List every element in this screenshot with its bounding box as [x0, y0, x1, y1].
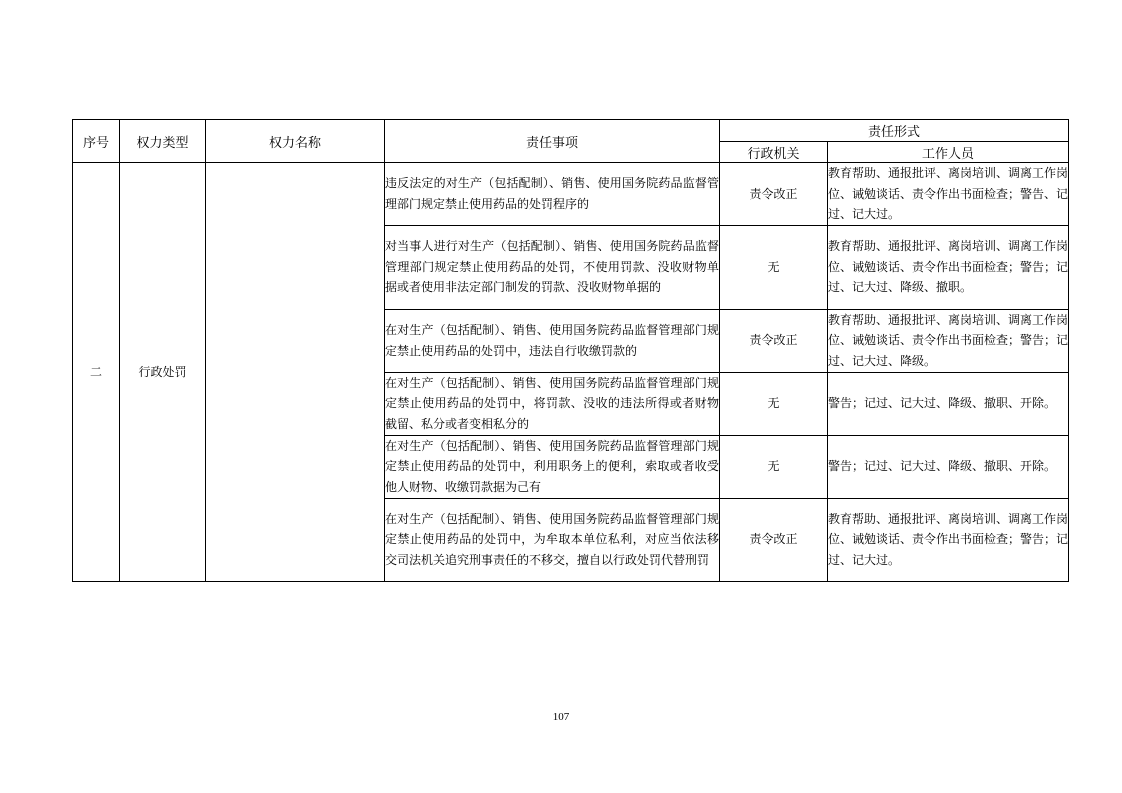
agency-measure: 责令改正 — [720, 498, 828, 581]
header-power-name: 权力名称 — [206, 120, 385, 163]
header-responsibility-items: 责任事项 — [385, 120, 720, 163]
page-number: 107 — [552, 711, 570, 723]
agency-measure: 无 — [720, 225, 828, 309]
staff-measure: 警告；记过、记大过、降级、撤职、开除。 — [828, 372, 1069, 435]
responsibility-item: 在对生产（包括配制）、销售、使用国务院药品监督管理部门规定禁止使用药品的处罚中，将罚款、没收的违法所得或者财物截留、私分或者变相私分的 — [385, 372, 720, 435]
staff-measure: 教育帮助、通报批评、离岗培训、调离工作岗位、诫勉谈话、责令作出书面检查；警告；记过、记大过、降级。 — [828, 309, 1069, 372]
table-row — [73, 163, 1069, 226]
agency-measure: 责令改正 — [720, 309, 828, 372]
header-seq: 序号 — [73, 120, 120, 163]
responsibility-item: 在对生产（包括配制）、销售、使用国务院药品监督管理部门规定禁止使用药品的处罚中，违法自行收缴罚款的 — [385, 309, 720, 372]
header-responsibility-form: 责任形式 — [720, 120, 1069, 142]
staff-measure: 教育帮助、通报批评、离岗培训、调离工作岗位、诫勉谈话、责令作出书面检查；警告、记过、记大过。 — [828, 163, 1069, 226]
group-seq: 二 — [73, 163, 120, 582]
responsibility-item: 在对生产（包括配制）、销售、使用国务院药品监督管理部门规定禁止使用药品的处罚中，利用职务上的便利，索取或者收受他人财物、收缴罚款据为己有 — [385, 435, 720, 498]
header-staff: 工作人员 — [828, 142, 1069, 163]
staff-measure: 教育帮助、通报批评、离岗培训、调离工作岗位、诫勉谈话、责令作出书面检查；警告；记过、记大过。 — [828, 498, 1069, 581]
staff-measure: 警告；记过、记大过、降级、撤职、开除。 — [828, 435, 1069, 498]
responsibility-table — [72, 119, 1069, 582]
staff-measure: 教育帮助、通报批评、离岗培训、调离工作岗位、诫勉谈话、责令作出书面检查；警告；记过、记大过、降级、撤职。 — [828, 225, 1069, 309]
responsibility-item: 在对生产（包括配制）、销售、使用国务院药品监督管理部门规定禁止使用药品的处罚中，为牟取本单位私利，对应当依法移交司法机关追究刑事责任的不移交，擅自以行政处罚代替刑罚 — [385, 498, 720, 581]
agency-measure: 无 — [720, 435, 828, 498]
group-power-name — [206, 163, 385, 582]
responsibility-item: 对当事人进行对生产（包括配制）、销售、使用国务院药品监督管理部门规定禁止使用药品的处罚，不使用罚款、没收财物单据或者使用非法定部门制发的罚款、没收财物单据的 — [385, 225, 720, 309]
header-power-type: 权力类型 — [120, 120, 206, 163]
group-power-type: 行政处罚 — [120, 163, 206, 582]
agency-measure: 无 — [720, 372, 828, 435]
agency-measure: 责令改正 — [720, 163, 828, 226]
responsibility-item: 违反法定的对生产（包括配制）、销售、使用国务院药品监督管理部门规定禁止使用药品的处罚程序的 — [385, 163, 720, 226]
header-agency: 行政机关 — [720, 142, 828, 163]
